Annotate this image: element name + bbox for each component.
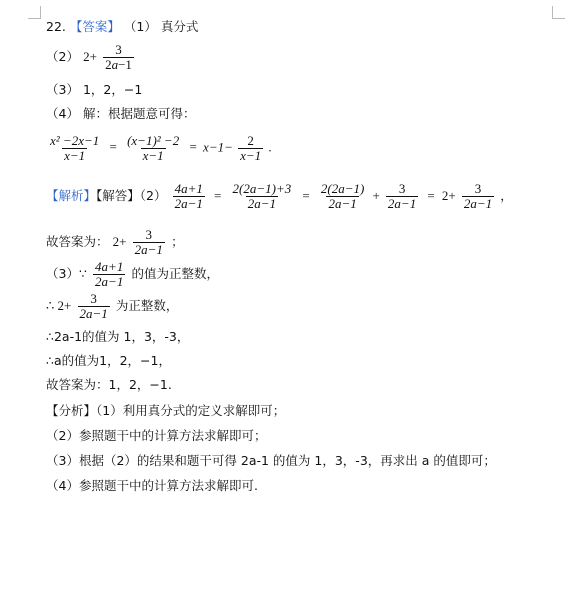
eq4-equals-1: = [109,139,117,155]
step-1-tail: ； [171,234,184,249]
fenxi-line-4: （4）参照题干中的计算方法求解即可. [46,478,258,493]
eq4-end: . [268,139,272,155]
eq4-fraction-3-den: x−1 [240,148,262,163]
step-1-lead: 2+ [112,234,127,249]
den-const: −1 [118,57,132,72]
jieda-tag: 【解答】（2） [96,188,167,203]
answer-1-label: （1） [123,19,157,34]
step-4: ∴2a-1的值为 1，3，-3， [46,329,190,344]
eq4-middle-term: x−1− [203,139,233,155]
analysis-fraction-5-den: 2a−1 [463,196,493,211]
equation-4 [46,134,272,163]
analysis-fraction-4-den: 2a−1 [387,196,417,211]
step-2 [46,260,219,289]
answer-4-text: 解：根据题意可得： [82,106,196,121]
step-3-fraction-den: 2a−1 [79,306,108,321]
jiexi-tag: 【解析】 [46,188,97,203]
answer-4-label: （4） [46,106,79,121]
eq4-fraction-3 [238,134,263,163]
analysis-fraction-4-num: 3 [398,181,406,196]
step-1 [46,228,184,257]
analysis-equals-1: = [214,188,222,203]
analysis-fraction-2 [231,182,294,211]
analysis-fraction-4 [386,182,418,211]
analysis-result-lead: 2+ [441,188,456,203]
step-2-tail: 的值为正整数， [131,266,219,281]
step-1-fraction-den: 2a−1 [134,242,163,257]
analysis-fraction-3-num: 2(2a−1) [320,181,365,196]
answer-2-numerator: 3 [115,42,122,57]
analysis-equals-3: = [427,188,435,203]
den-coef: 2 [105,57,112,72]
analysis-fraction-1-num: 4a+1 [174,181,203,196]
eq4-equals-2: = [189,139,197,155]
analysis-line [46,182,513,211]
step-3-fraction [78,292,110,321]
analysis-fraction-1 [173,182,205,211]
answer-line-1 [46,19,198,35]
eq4-fraction-1-den: x−1 [64,148,86,163]
analysis-tail: ， [500,188,513,203]
answer-3-label: （3） [46,82,79,97]
analysis-fraction-3-den: 2a−1 [328,196,357,211]
step-5: ∴a的值为1，2，−1， [46,353,171,368]
corner-mark-top-left [28,6,41,19]
den-var: a [111,57,119,72]
eq4-fraction-1 [48,134,101,163]
question-number: 22. [46,19,66,34]
analysis-fraction-1-den: 2a−1 [174,196,203,211]
fenxi-line-2: （2）参照题干中的计算方法求解即可； [46,428,267,443]
answer-3-text: 1，2，−1 [82,82,143,97]
answer-2-label: （2） [46,49,79,64]
eq4-fraction-2 [125,134,181,163]
answer-line-2 [46,43,136,72]
step-2-fraction [93,260,125,289]
eq4-fraction-2-den: x−1 [142,148,164,163]
step-1-fraction [133,228,165,257]
corner-mark-top-right [552,6,565,19]
answer-1-text: 真分式 [160,19,199,34]
step-6: 故答案为：1，2，−1. [46,377,172,392]
analysis-plus: + [372,188,380,203]
analysis-fraction-5 [462,182,494,211]
analysis-fraction-2-num: 2(2a−1)+3 [232,181,292,196]
answer-tag: 【答案】 [69,19,120,34]
analysis-fraction-2-den: 2a−1 [247,196,277,211]
eq4-fraction-3-num: 2 [247,133,254,148]
analysis-equals-2: = [302,188,310,203]
analysis-fraction-5-num: 3 [474,181,482,196]
answer-line-3 [46,82,142,98]
analysis-fraction-3 [319,182,366,211]
step-3-fraction-num: 3 [90,291,97,306]
step-1-fraction-num: 3 [145,227,153,242]
eq4-fraction-2-num: (x−1)² −2 [127,133,180,148]
step-1-text: 故答案为： [46,234,109,249]
step-2-fraction-num: 4a+1 [95,259,124,274]
fenxi-line-1: 【分析】（1）利用真分式的定义求解即可； [46,403,286,418]
answer-2-denominator [103,57,134,72]
fenxi-line-3: （3）根据（2）的结果和题干可得 2a-1 的值为 1，3，-3，再求出 a 的值即可； [46,453,496,468]
answer-2-fraction [103,43,134,72]
step-2-label: （3）∵ [46,266,87,281]
step-2-fraction-den: 2a−1 [95,274,124,289]
eq4-fraction-1-num: x² −2x−1 [50,133,100,148]
step-3 [46,292,178,321]
answer-2-lead: 2+ [83,49,97,64]
step-3-lead: ∴ 2+ [46,298,72,313]
step-3-tail: 为正整数， [115,298,179,313]
answer-line-4 [46,106,195,122]
